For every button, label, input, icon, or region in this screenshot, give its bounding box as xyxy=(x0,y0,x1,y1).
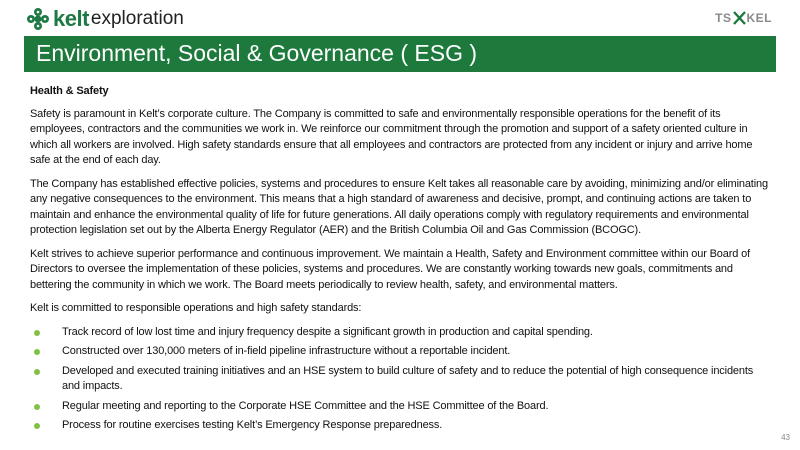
list-item-text: Regular meeting and reporting to the Corporate HSE Committee and the HSE Committee of the Board. xyxy=(62,399,549,412)
paragraph: Kelt is committed to responsible operations and high safety standards: xyxy=(30,302,362,314)
maple-leaf-cluster-icon xyxy=(26,7,50,31)
paragraph: Kelt strives to achieve superior performance and continuous improvement. We maintain a Health, Safety and Environment committee within our Board of Directors to oversee the implementation of these policies, systems and procedures. We are constantly working towards new goals, commitments and bettering the community in which we work. The Board meets periodically to review health, safety, and environmental matters. xyxy=(30,247,751,291)
list-item-text: Process for routine exercises testing Kelt’s Emergency Response preparedness. xyxy=(62,419,443,431)
logo-wordmark: kelt xyxy=(53,6,89,31)
list-item xyxy=(30,344,772,360)
bullet-dot-icon xyxy=(34,330,40,336)
section-heading: Health & Safety xyxy=(30,85,109,97)
bullet-dot-icon xyxy=(34,369,40,375)
bullet-dot-icon xyxy=(34,349,40,355)
company-logo xyxy=(26,6,184,32)
commitment-list xyxy=(30,325,772,434)
ticker-symbol: KEL xyxy=(746,11,772,25)
list-item-text: Constructed over 130,000 meters of in-field pipeline infrastructure without a reportable incident. xyxy=(62,345,511,357)
list-item xyxy=(30,418,772,434)
list-item xyxy=(30,325,772,341)
bullet-dot-icon xyxy=(34,404,40,410)
title-bar xyxy=(24,36,776,72)
list-item xyxy=(30,399,772,415)
list-item-text: Developed and executed training initiatives and an HSE system to build culture of safety and to reduce the potential of high consequence incidents and impacts. xyxy=(62,364,754,392)
paragraph: Safety is paramount in Kelt’s corporate culture. The Company is committed to safe and environmentally responsible operations for the benefit of its employees, contractors and the communities we work in. We reinforce our commitment through the promotion and support of a safety oriented culture in which all workers are involved. High safety standards ensure that all employees and contractors are protected from any incident or injury and arrive home safe at the end of each day. xyxy=(30,107,753,166)
bullet-dot-icon xyxy=(34,423,40,429)
logo-suffix: exploration xyxy=(90,8,184,29)
page-title: Environment, Social & Governance ( ESG ) xyxy=(36,40,478,66)
list-item xyxy=(30,364,772,395)
ticker-exchange: TS xyxy=(715,11,732,25)
list-item-text: Track record of low lost time and injury frequency despite a significant growth in production and capital spending. xyxy=(62,325,593,338)
paragraph: The Company has established effective policies, systems and procedures to ensure Kelt takes all reasonable care by avoiding, minimizing and/or eliminating any negative consequences to the environment. This means that a high standard of awareness and decisive, prompt, and continuing actions are taken to maintain and enhance the environmental quality of life for future generations. All daily operations comply with regulatory requirements and environmental protection legislation set out by the Alberta Energy Regulator (AER) and the British Columbia Oil and Gas Commission (BCOGC). xyxy=(30,177,768,236)
page-number: 43 xyxy=(781,433,790,442)
stock-ticker xyxy=(715,11,772,25)
main-content xyxy=(30,84,772,438)
tsx-x-icon xyxy=(733,11,746,25)
